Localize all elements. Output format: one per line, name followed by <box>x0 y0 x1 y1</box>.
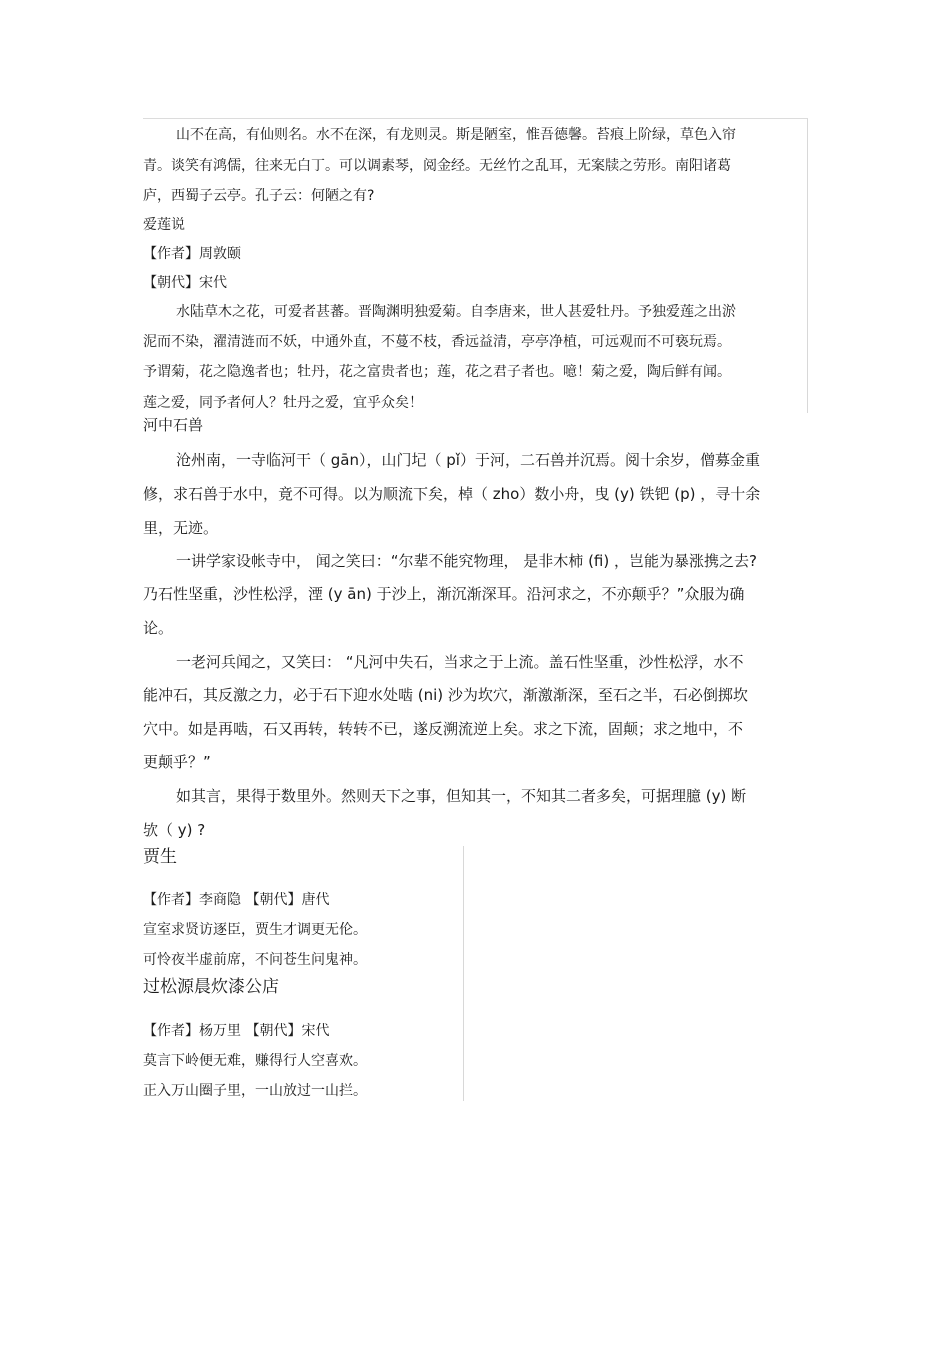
section-title: 河中石兽 <box>143 416 204 434</box>
text-line: 穴中。如是再啮，石又再转，转转不已，遂反溯流逆上矣。求之下流，固颠；求之地中，不 <box>143 720 744 738</box>
text-line: 论。 <box>143 619 174 637</box>
text-line: 莲之爱，同予者何人？牡丹之爱，宜乎众矣！ <box>143 395 423 411</box>
text-line: 里，无迹。 <box>143 519 219 537</box>
poem-line: 正入万山圈子里，一山放过一山拦。 <box>143 1083 367 1099</box>
author-line: 【作者】周敦颐 <box>143 246 241 262</box>
text-line: 予谓菊，花之隐逸者也；牡丹，花之富贵者也；莲，花之君子者也。噫！菊之爱，陶后鲜有闻。 <box>143 364 731 380</box>
text-line: 如其言，果得于数里外。然则天下之事，但知其一，不知其二者多矣，可据理臆 (y) 断 <box>176 787 747 805</box>
text-line: 庐，西蜀子云亭。孔子云：何陋之有? <box>143 188 375 204</box>
text-line: 乃石性坚重，沙性松浮，湮 (y ān) 于沙上，渐沉渐深耳。沿河求之，不亦颠乎？”众服为确 <box>143 585 745 603</box>
text-line: 一老河兵闻之，又笑曰： “凡河中失石，当求之于上流。盖石性坚重，沙性松浮，水不 <box>176 653 744 671</box>
poem-line: 宣室求贤访逐臣，贾生才调更无伦。 <box>143 922 367 938</box>
text-line: 泥而不染，濯清涟而不妖，中通外直，不蔓不枝，香远益清，亭亭净植，可远观而不可亵玩焉。 <box>143 334 731 350</box>
poem-line: 莫言下岭便无难，赚得行人空喜欢。 <box>143 1053 367 1069</box>
poem-title: 过松源晨炊漆公店 <box>143 977 279 997</box>
dynasty-line: 【朝代】宋代 <box>143 275 227 291</box>
text-line: 修，求石兽于水中，竟不可得。以为顺流下矣，棹（ zho）数小舟，曳 (y) 铁钯 (p) ，寻十余 <box>143 485 761 503</box>
poem-line: 可怜夜半虚前席，不问苍生问鬼神。 <box>143 952 367 968</box>
text-line: 能冲石，其反激之力，必于石下迎水处啮 (ni) 沙为坎穴，渐激渐深，至石之半，石必倒掷坎 <box>143 686 748 704</box>
poem-meta: 【作者】杨万里 【朝代】宋代 <box>143 1023 330 1039</box>
text-line: 欤（ y) ? <box>143 821 206 839</box>
text-line: 更颠乎？” <box>143 753 211 771</box>
section-title: 爱莲说 <box>143 217 185 233</box>
poem-title: 贾生 <box>143 847 177 867</box>
text-line: 水陆草木之花，可爱者甚蕃。晋陶渊明独爱菊。自李唐来，世人甚爱牡丹。予独爱莲之出淤 <box>176 304 736 320</box>
poem-meta: 【作者】李商隐 【朝代】唐代 <box>143 892 330 908</box>
text-line: 山不在高，有仙则名。水不在深，有龙则灵。斯是陋室，惟吾德馨。苔痕上阶绿，草色入帘 <box>176 127 736 143</box>
text-line: 沧州南，一寺临河干（ gān），山门圮（ pǐ）于河，二石兽并沉焉。阅十余岁，僧募金重 <box>176 451 760 469</box>
text-line: 一讲学家设帐寺中， 闻之笑曰：“尔辈不能究物理， 是非木柿 (fi) ，岂能为暴涨携之去? <box>176 552 757 570</box>
text-line: 青。谈笑有鸿儒，往来无白丁。可以调素琴，阅金经。无丝竹之乱耳，无案牍之劳形。南阳诸葛 <box>143 158 731 174</box>
